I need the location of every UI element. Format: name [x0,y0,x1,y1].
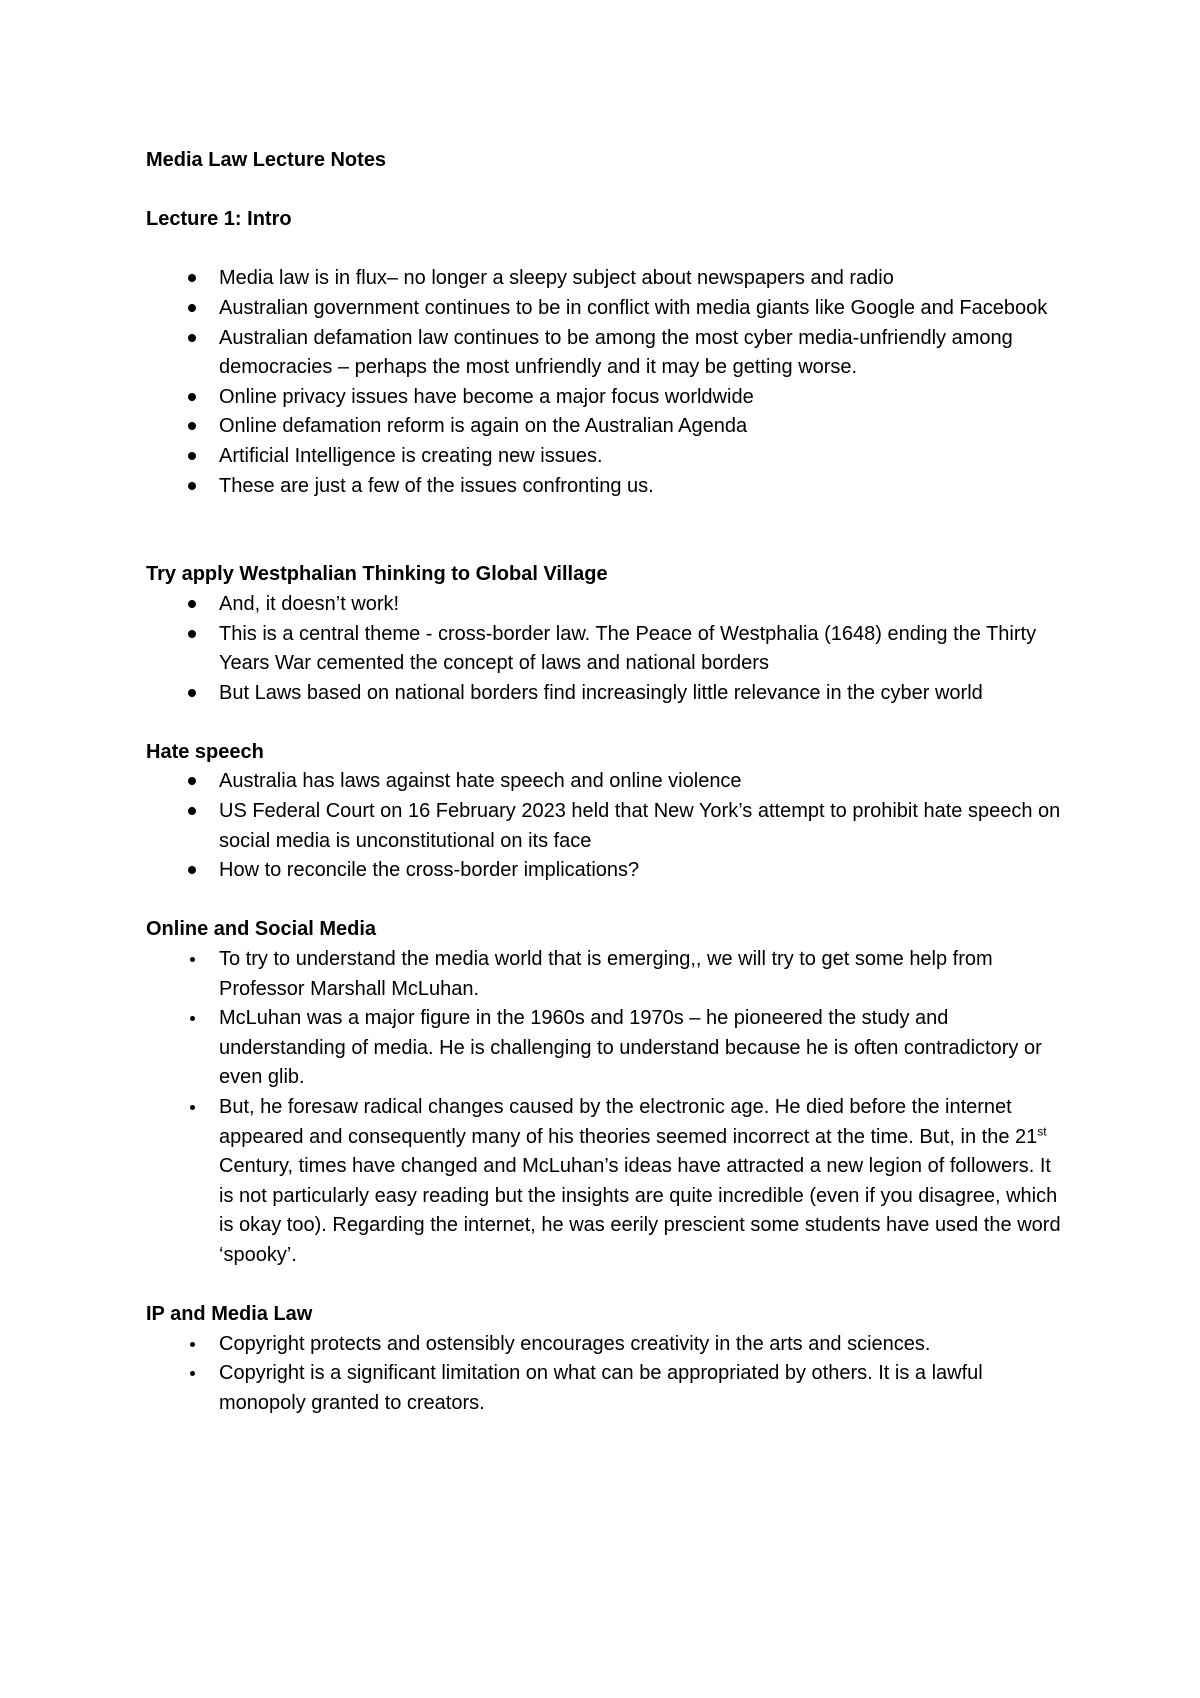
list-item: Australia has laws against hate speech and online violence [219,770,742,793]
list-item: Australian government continues to be in conflict with media giants like Google and Facebook [219,296,1048,319]
section-heading-lecture-1: Lecture 1: Intro [146,208,292,231]
hate-speech-bullet-list [146,767,1066,885]
westphalian-bullet-list [146,590,1066,708]
list-item: US Federal Court on 16 February 2023 held that New York’s attempt to prohibit hate speech on social media is unconstitutional on its face [219,800,1061,852]
list-item: These are just a few of the issues confronting us. [219,474,654,497]
section-heading-online-social-media: Online and Social Media [146,918,377,941]
document-page [146,146,1066,1419]
lecture-1-bullet-list [146,264,1066,501]
list-item: This is a central theme - cross-border law. The Peace of Westphalia (1648) ending the Thirty Years War cemented the concept of laws and national borders [219,622,1037,675]
list-item: Australian defamation law continues to be among the most cyber media-unfriendly among democracies – perhaps the most unfriendly and it may be getting worse. [219,326,1013,379]
section-heading-westphalian: Try apply Westphalian Thinking to Global Village [146,563,608,586]
list-item: Media law is in flux– no longer a sleepy subject about newspapers and radio [219,267,894,290]
list-item: But Laws based on national borders find increasingly little relevance in the cyber world [219,681,983,704]
list-item: How to reconcile the cross-border implications? [219,859,640,882]
section-heading-ip-media-law: IP and Media Law [146,1303,313,1326]
list-item: Artificial Intelligence is creating new issues. [219,444,603,467]
superscript-st: st [1037,1123,1047,1138]
list-item: But, he foresaw radical changes caused by the electronic age. He died before the internet appeared and consequently many of his theories seemed incorrect at the time. But, in the 21st Century, times have changed and McLuhan’s ideas have attracted a new legion of followers. It is not particularly easy reading but the insights are quite incredible (even if you disagree, which is okay too). Regarding the internet, he was eerily prescient some students have used the word ‘spooky’. [219,1096,1061,1266]
online-social-bullet-list [146,945,1066,1271]
section-heading-hate-speech: Hate speech [146,740,264,763]
list-item: Copyright protects and ostensibly encourages creativity in the arts and sciences. [219,1332,931,1355]
ip-media-bullet-list [146,1330,1066,1419]
list-item: Online privacy issues have become a major focus worldwide [219,385,754,408]
list-item: McLuhan was a major figure in the 1960s and 1970s – he pioneered the study and understanding of media. He is challenging to understand because he is often contradictory or even glib. [219,1007,1042,1089]
list-item: To try to understand the media world that is emerging,, we will try to get some help from Professor Marshall McLuhan. [219,948,993,1000]
list-item: Online defamation reform is again on the Australian Agenda [219,415,748,438]
list-item: Copyright is a significant limitation on what can be appropriated by others. It is a lawful monopoly granted to creators. [219,1362,983,1414]
list-item: And, it doesn’t work! [219,592,400,615]
document-title: Media Law Lecture Notes [146,149,387,171]
